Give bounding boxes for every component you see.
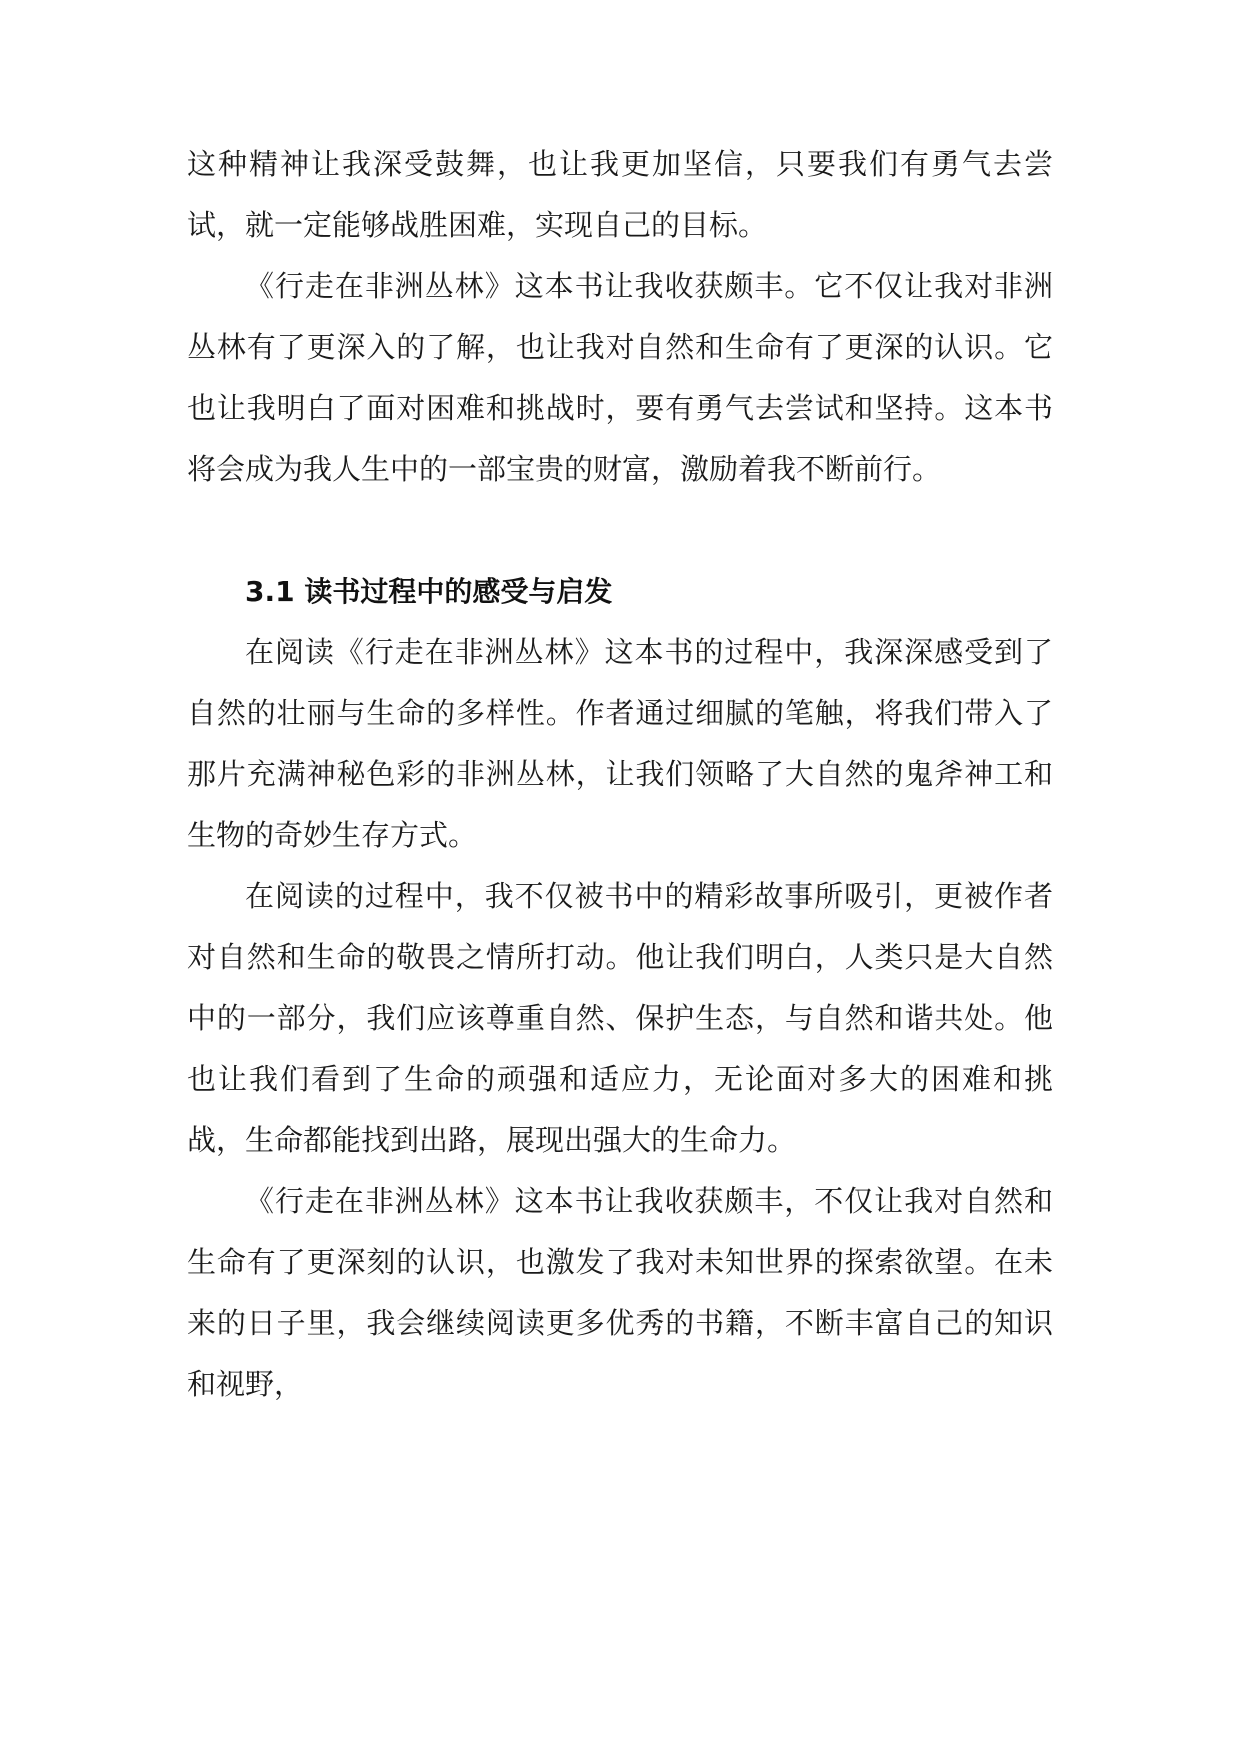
section-heading: 3.1 读书过程中的感受与启发 (245, 575, 613, 608)
paragraph-reading-impression: 在阅读《行走在非洲丛林》这本书的过程中，我深深感受到了自然的壮丽与生命的多样性。作者通过细腻的笔触，将我们带入了那片充满神秘色彩的非洲丛林，让我们领略了大自然的鬼斧神工和生物的奇妙生存方式。 (187, 635, 1053, 852)
paragraph-reading-reflection: 在阅读的过程中，我不仅被书中的精彩故事所吸引，更被作者对自然和生命的敬畏之情所打动。他让我们明白，人类只是大自然中的一部分，我们应该尊重自然、保护生态，与自然和谐共处。他也让我们看到了生命的顽强和适应力，无论面对多大的困难和挑战，生命都能找到出路，展现出强大的生命力。 (187, 879, 1053, 1157)
paragraph-continuation: 这种精神让我深受鼓舞，也让我更加坚信，只要我们有勇气去尝试，就一定能够战胜困难，实现自己的目标。 (187, 147, 1053, 242)
paragraph-book-summary: 《行走在非洲丛林》这本书让我收获颇丰。它不仅让我对非洲丛林有了更深入的了解，也让我对自然和生命有了更深的认识。它也让我明白了面对困难和挑战时，要有勇气去尝试和坚持。这本书将会成为我人生中的一部宝贵的财富，激励着我不断前行。 (187, 269, 1053, 486)
paragraph-reading-gains: 《行走在非洲丛林》这本书让我收获颇丰，不仅让我对自然和生命有了更深刻的认识，也激发了我对未知世界的探索欲望。在未来的日子里，我会继续阅读更多优秀的书籍，不断丰富自己的知识和视野， (187, 1184, 1053, 1401)
document-body (187, 134, 1053, 1415)
